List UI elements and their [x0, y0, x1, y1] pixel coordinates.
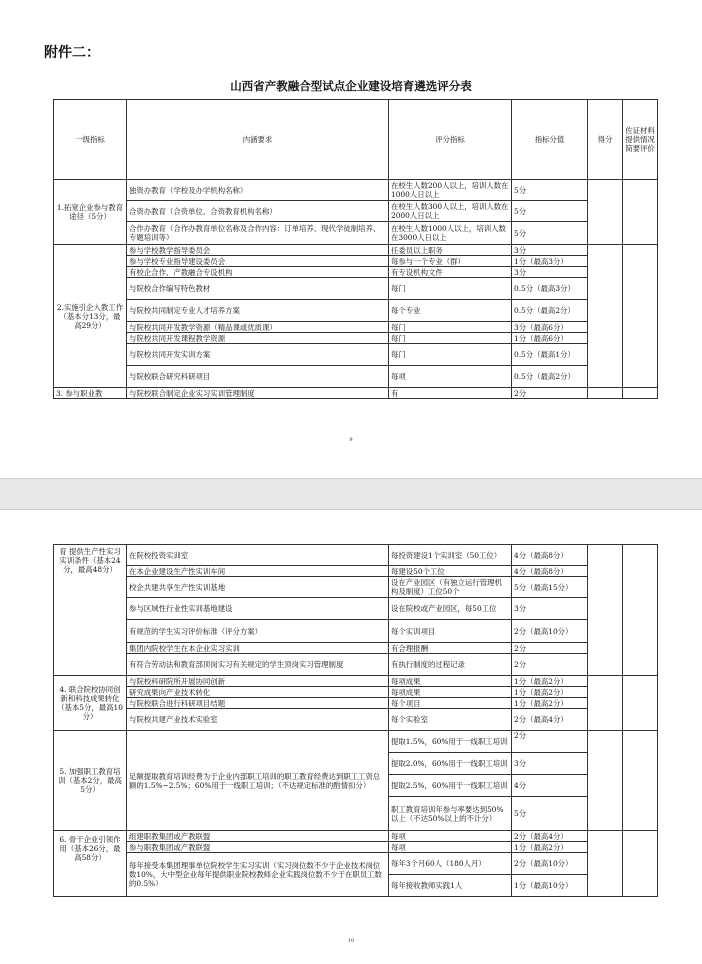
table-row [54, 267, 658, 278]
table-row [54, 222, 658, 245]
score-cell: 1分（最高2分） [512, 842, 588, 853]
indicator-cell: 每年接收教师实践1人 [389, 875, 512, 897]
score-cell: 1分（最高2分） [512, 687, 588, 698]
score-cell: 1分（最高3分） [512, 256, 588, 267]
score-cell: 0.5分（最高2分） [512, 300, 588, 322]
content-cell: 在本企业建设生产性实训车间 [127, 566, 389, 577]
content-cell: 与院校共同开发教学资源（精品课或优质课） [127, 322, 389, 333]
indicator-cell: 每项成果 [389, 676, 512, 687]
table-row [54, 300, 658, 322]
document-page-1 [0, 0, 702, 478]
content-cell: 组建职教集团或产教联盟 [127, 831, 389, 842]
score-cell: 2分 [512, 731, 588, 753]
score-cell: 3分（最高6分） [512, 322, 588, 333]
score-cell: 2分（最高4分） [512, 831, 588, 842]
table-row [54, 577, 658, 598]
indicator-cell: 每投资建设1个实训室（50工位） [389, 545, 512, 566]
content-cell: 有符合劳动法和教育部顶岗实习有关规定的学生顶岗实习管理制度 [127, 654, 389, 676]
indicator-cell: 每项 [389, 831, 512, 842]
table-row [54, 709, 658, 731]
table-row [54, 245, 658, 256]
indicator-cell: 设在产业园区（有独立运行管理机构及制度）工位50个 [389, 577, 512, 598]
content-cell: 参与学校专业指导建设委员会 [127, 256, 389, 267]
content-cell: 合作办教育（合作办教育单位名称及合作内容：订单培养、现代学徒制培养、专题培训等） [127, 222, 389, 245]
content-cell: 每年接受本集团理事单位院校学生实习实训（实习岗位数不少于企业技术岗位数10%，大中型企业每年提供职业院校教师企业实践岗位数不少于在职员工数的0.5%） [127, 853, 389, 897]
indicator-cell: 有 [389, 388, 512, 399]
level1-cell: 5. 加强职工教育培训（基本2分，最高5分） [54, 731, 127, 831]
content-cell: 足额提取教育培训经费为于企业内部职工培训的职工教育经费达到职工工资总额的1.5%~2.5%；60%用于一线职工培训；（不达规定标准的酌情扣分） [127, 731, 389, 831]
page-number: 10 [347, 938, 355, 944]
got-score-cell [588, 245, 623, 388]
score-cell: 4分（最高8分） [512, 545, 588, 566]
indicator-cell: 在校生人数200人以上，培训人数在1000人日以上 [389, 180, 512, 201]
content-cell: 有校企合作、产教融合专设机构 [127, 267, 389, 278]
indicator-cell: 设在院校或产业园区，每50工位 [389, 598, 512, 620]
indicator-cell: 每参与一个专业（群） [389, 256, 512, 267]
attachment-label: 附件二： [44, 45, 100, 61]
indicator-cell: 每项成果 [389, 687, 512, 698]
content-cell: 与院校共同制定专业人才培养方案 [127, 300, 389, 322]
indicator-cell: 提取2.0%，60%用于一线职工培训 [389, 753, 512, 775]
table-row [54, 698, 658, 709]
indicator-cell: 每项 [389, 842, 512, 853]
score-cell: 2分 [512, 654, 588, 676]
evidence-cell [623, 676, 658, 731]
score-cell: 5分 [512, 222, 588, 245]
score-cell: 2分（最高10分） [512, 853, 588, 875]
table-row [54, 566, 658, 577]
table-row [54, 831, 658, 842]
content-cell: 与院校合作编写特色教材 [127, 278, 389, 300]
indicator-cell: 任委员以上职务 [389, 245, 512, 256]
score-cell: 5分（最高15分） [512, 577, 588, 598]
level1-cell: 4. 联合院校协同创新和科技成果转化（基本5分，最高10分） [54, 676, 127, 731]
table-row [54, 333, 658, 344]
table-row [54, 731, 658, 753]
table-row [54, 366, 658, 388]
score-cell: 2分 [512, 643, 588, 654]
indicator-cell: 每门 [389, 344, 512, 366]
got-score-cell [588, 180, 623, 245]
indicator-cell: 每个项目 [389, 698, 512, 709]
indicator-cell: 每门 [389, 322, 512, 333]
level1-cell: 1.拓宽企业参与教育途径（5分） [54, 180, 127, 245]
score-cell: 3分 [512, 245, 588, 256]
indicator-cell: 提取1.5%，60%用于一线职工培训 [389, 731, 512, 753]
score-cell: 3分 [512, 598, 588, 620]
content-cell: 与院校联合制定企业实习实训管理制度 [127, 388, 389, 399]
score-cell: 3分 [512, 753, 588, 775]
evidence-cell [623, 731, 658, 831]
content-cell: 与院校科研院所开展协同创新 [127, 676, 389, 687]
page-title: 山西省产教融合型试点企业建设培育遴选评分表 [230, 79, 472, 93]
score-cell: 1分（最高6分） [512, 333, 588, 344]
content-cell: 参与学校教学指导委员会 [127, 245, 389, 256]
content-cell: 参与职教集团或产教联盟 [127, 842, 389, 853]
content-cell: 与院校联合进行科研项目结题 [127, 698, 389, 709]
indicator-cell: 在校生人数1000人以上，培训人数在3000人日以上 [389, 222, 512, 245]
indicator-cell: 每年3个月60人（180人月） [389, 853, 512, 875]
content-cell: 集团内院校学生在本企业实习实训 [127, 643, 389, 654]
content-cell: 与院校共同开发实训方案 [127, 344, 389, 366]
score-cell: 4分 [512, 775, 588, 797]
indicator-cell: 有执行制度的过程记录 [389, 654, 512, 676]
indicator-cell: 提取2.5%，60%用于一线职工培训 [389, 775, 512, 797]
got-score-cell [588, 545, 623, 676]
content-cell: 有规范的学生实习评价标准（评分方案） [127, 620, 389, 643]
evidence-cell [623, 245, 658, 388]
got-score-cell [588, 676, 623, 731]
evidence-cell [623, 388, 658, 399]
table-row [54, 344, 658, 366]
score-cell: 1分（最高10分） [512, 875, 588, 897]
level1-cell: 3. 参与职业教 [54, 388, 127, 399]
indicator-cell: 每个专业 [389, 300, 512, 322]
got-score-cell [588, 831, 623, 897]
table-row [54, 322, 658, 333]
table-row [54, 598, 658, 620]
table-row [54, 853, 658, 875]
header-level1: 一级指标 [54, 100, 127, 180]
indicator-cell: 每建设50个工位 [389, 566, 512, 577]
content-cell: 在院校投资实训室 [127, 545, 389, 566]
score-cell: 0.5分（最高3分） [512, 278, 588, 300]
score-cell: 1分（最高2分） [512, 676, 588, 687]
scoring-table-part-1 [53, 99, 658, 399]
indicator-cell: 每个实验室 [389, 709, 512, 731]
header-score: 指标分值 [512, 100, 588, 180]
score-cell: 2分 [512, 388, 588, 399]
level1-cell: 6. 骨干企业引领作用（基本26分，最高58分） [54, 831, 127, 897]
table-row [54, 654, 658, 676]
header-got: 得分 [588, 100, 623, 180]
table-header-row [54, 100, 658, 180]
table-row [54, 643, 658, 654]
header-content: 内涵要求 [127, 100, 389, 180]
content-cell: 校企共建共享生产性实训基地 [127, 577, 389, 598]
document-page-2 [0, 510, 702, 964]
table-row [54, 687, 658, 698]
score-cell: 5分 [512, 201, 588, 222]
indicator-cell: 职工教育培训年参与率要达到50%以上（不达50%以上的不计分） [389, 797, 512, 831]
table-row [54, 620, 658, 643]
evidence-cell [623, 180, 658, 245]
level1-cell: 2.实施引企入教工作（基本分13分，最高29分） [54, 245, 127, 388]
score-cell: 5分 [512, 180, 588, 201]
header-evidence: 佐证材料提供情况简要评价 [623, 100, 658, 180]
got-score-cell [588, 388, 623, 399]
table-row [54, 278, 658, 300]
table-row [54, 180, 658, 201]
indicator-cell: 在校生人数300人以上，培训人数在2000人日以上 [389, 201, 512, 222]
indicator-cell: 每门 [389, 278, 512, 300]
score-cell: 3分 [512, 267, 588, 278]
evidence-cell [623, 545, 658, 676]
scoring-table-part-2 [53, 544, 658, 897]
content-cell: 与院校联合研究科研项目 [127, 366, 389, 388]
score-cell: 5分 [512, 797, 588, 831]
evidence-cell [623, 831, 658, 897]
table-row [54, 676, 658, 687]
table-row [54, 256, 658, 267]
content-cell: 研究成果向产业技术转化 [127, 687, 389, 698]
page-number: 9 [349, 437, 353, 443]
score-cell: 2分（最高4分） [512, 709, 588, 731]
content-cell: 合资办教育（合资单位、合资教育机构名称） [127, 201, 389, 222]
indicator-cell: 有专设机构文件 [389, 267, 512, 278]
indicator-cell: 每项 [389, 366, 512, 388]
content-cell: 独资办教育（学校及办学机构名称） [127, 180, 389, 201]
content-cell: 与院校共建产业技术实验室 [127, 709, 389, 731]
table-row [54, 842, 658, 853]
got-score-cell [588, 731, 623, 831]
score-cell: 0.5分（最高2分） [512, 366, 588, 388]
score-cell: 4分（最高8分） [512, 566, 588, 577]
content-cell: 与院校共同开发课程教学资源 [127, 333, 389, 344]
content-cell: 参与区域性行业性实训基地建设 [127, 598, 389, 620]
indicator-cell: 每个实训项目 [389, 620, 512, 643]
level1-cell: 育 提供生产性实习实训条件（基本24分，最高48分） [54, 545, 127, 676]
score-cell: 2分（最高10分） [512, 620, 588, 643]
score-cell: 1分（最高2分） [512, 698, 588, 709]
table-row [54, 201, 658, 222]
indicator-cell: 有合理报酬 [389, 643, 512, 654]
indicator-cell: 每门 [389, 333, 512, 344]
table-row [54, 388, 658, 399]
header-indicator: 评分指标 [389, 100, 512, 180]
score-cell: 0.5分（最高1分） [512, 344, 588, 366]
table-row [54, 545, 658, 566]
page-gap [0, 478, 702, 510]
